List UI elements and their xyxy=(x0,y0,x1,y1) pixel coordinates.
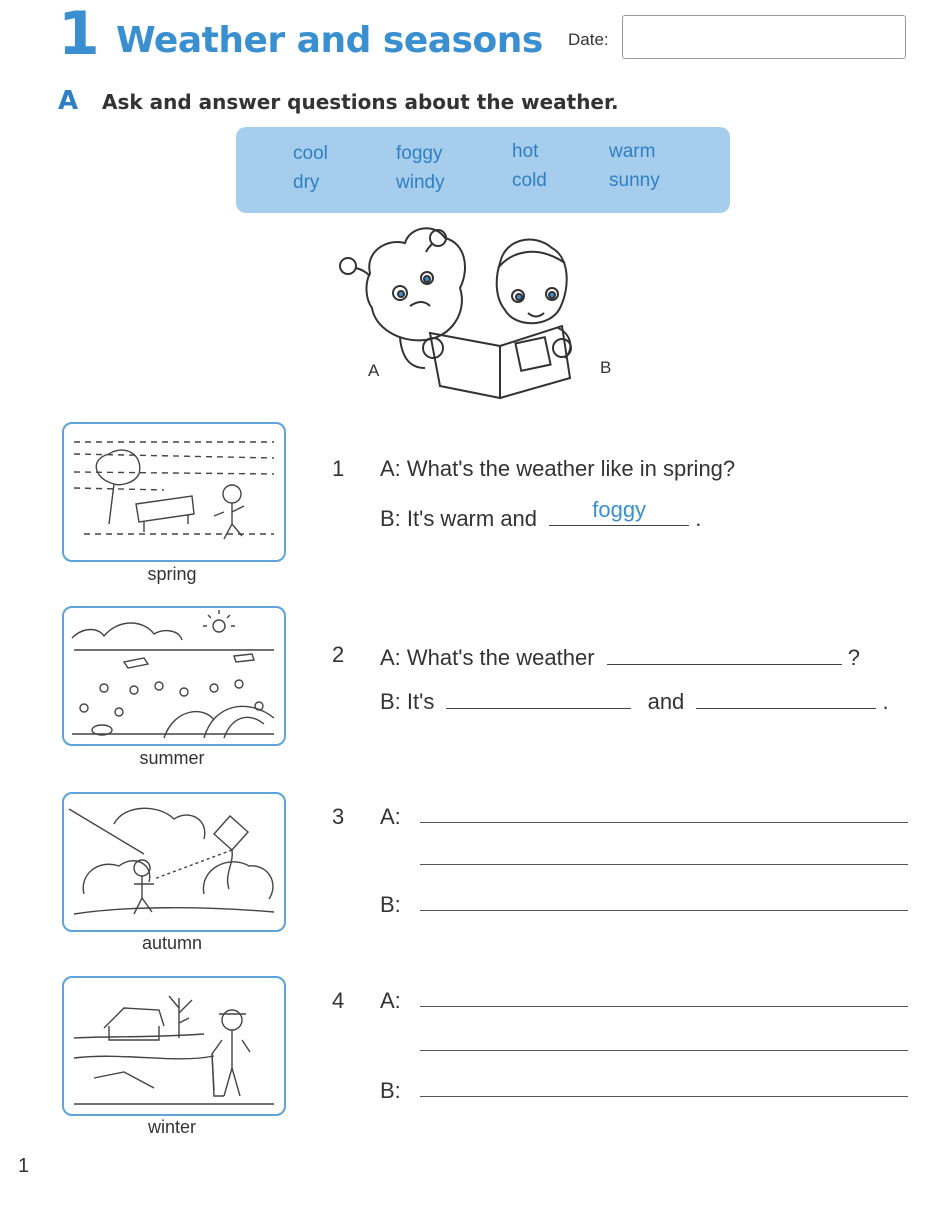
question-2-a-line xyxy=(380,642,860,671)
question-1-b-line xyxy=(380,497,702,532)
question-4-a-label: A: xyxy=(380,988,401,1013)
question-1-period: . xyxy=(695,506,702,531)
question-4-number: 4 xyxy=(332,988,345,1013)
question-4-a-line-2[interactable] xyxy=(420,1050,908,1051)
word-bank-item: dry xyxy=(293,172,320,193)
question-3-number: 3 xyxy=(332,804,345,829)
summer-beach-illustration xyxy=(64,608,284,744)
word-bank-item: cold xyxy=(512,170,547,191)
autumn-kite-illustration xyxy=(64,794,284,930)
question-3-a-line-1[interactable] xyxy=(420,822,908,823)
question-4-b-label: B: xyxy=(380,1078,401,1103)
section-instruction: Ask and answer questions about the weather. xyxy=(102,90,619,114)
question-1-a: A: What's the weather like in spring? xyxy=(380,456,736,481)
summer-caption: summer xyxy=(139,748,205,768)
winter-picture xyxy=(62,976,286,1116)
unit-title: Weather and seasons xyxy=(116,20,543,61)
question-2-b-blank-1[interactable] xyxy=(446,686,631,709)
question-2-b-blank-2[interactable] xyxy=(696,686,876,709)
question-1-answer: foggy xyxy=(592,497,647,522)
spring-picture xyxy=(62,422,286,562)
question-3-a-label: A: xyxy=(380,804,401,829)
spring-caption: spring xyxy=(147,564,197,584)
question-2-b-start: B: It's xyxy=(380,689,435,714)
word-bank-item: windy xyxy=(396,172,445,193)
question-2-period: . xyxy=(882,689,889,714)
question-1-answer-blank[interactable] xyxy=(549,497,689,526)
autumn-caption: autumn xyxy=(141,933,203,953)
question-3-a-line-2[interactable] xyxy=(420,864,908,865)
question-1-b-text: B: It's warm and xyxy=(380,506,538,531)
word-bank-item: warm xyxy=(609,141,656,162)
question-4-a-line-1[interactable] xyxy=(420,1006,908,1007)
word-bank xyxy=(236,127,730,213)
question-2-b-line xyxy=(380,686,889,715)
summer-picture xyxy=(62,606,286,746)
date-field[interactable] xyxy=(622,15,906,59)
winter-caption: winter xyxy=(147,1117,196,1137)
page-number: 1 xyxy=(18,1155,30,1177)
unit-number: 1 xyxy=(58,0,100,69)
question-3-b-label: B: xyxy=(380,892,401,917)
question-3-b-line[interactable] xyxy=(420,910,908,911)
question-2-a-text: A: What's the weather xyxy=(380,645,595,670)
question-2-b-mid: and xyxy=(647,689,685,714)
section-letter: A xyxy=(58,86,79,116)
word-bank-item: foggy xyxy=(396,143,443,164)
label-b: B xyxy=(600,358,612,377)
question-2-number: 2 xyxy=(332,642,345,667)
date-label: Date: xyxy=(568,30,609,49)
spring-park-illustration xyxy=(64,424,284,560)
autumn-picture xyxy=(62,792,286,932)
label-a: A xyxy=(368,361,380,380)
winter-snow-illustration xyxy=(64,978,284,1114)
question-4-b-line[interactable] xyxy=(420,1096,908,1097)
question-2-question-mark: ? xyxy=(847,645,861,670)
word-bank-item: cool xyxy=(293,143,328,164)
question-1-number: 1 xyxy=(332,456,345,481)
word-bank-item: hot xyxy=(512,141,539,162)
question-2-a-blank[interactable] xyxy=(607,642,842,665)
word-bank-item: sunny xyxy=(609,170,660,191)
characters-reading-illustration xyxy=(330,218,620,408)
